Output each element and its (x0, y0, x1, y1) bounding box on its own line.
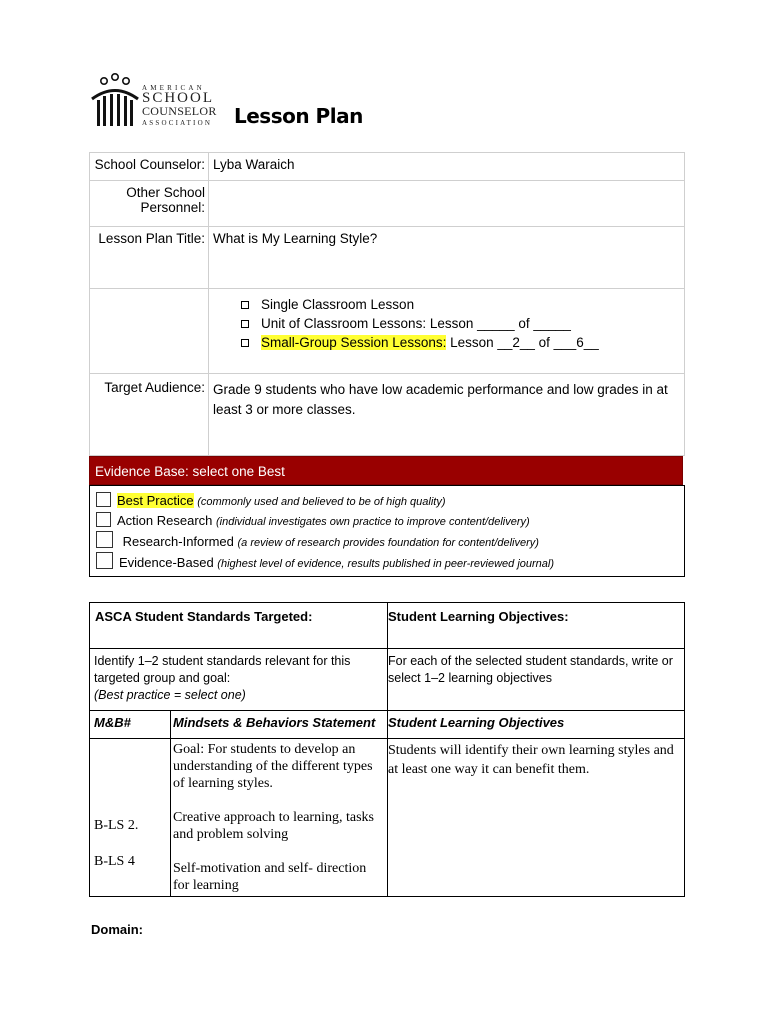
page-title: Lesson Plan (234, 104, 363, 128)
evidence-option-research-informed[interactable] (96, 531, 539, 549)
learning-objectives-header: Student Learning Objectives: (388, 603, 685, 649)
evidence-note: (highest level of evidence, results published in peer-reviewed journal) (217, 558, 555, 570)
statement-self-motivation: Self-motivation and self- direction for learning (173, 861, 367, 893)
standards-content-row (90, 739, 685, 897)
lesson-title-label: Lesson Plan Title: (90, 227, 209, 289)
option-unit-classroom[interactable]: Unit of Classroom Lessons: Lesson _____ of _____ (241, 314, 680, 333)
learning-objective-cell[interactable]: Students will identify their own learning styles and at least one way it can benefit them. (388, 739, 685, 897)
lesson-info-table (89, 152, 685, 456)
lesson-title-value[interactable]: What is My Learning Style? (209, 227, 685, 289)
evidence-base-options (89, 485, 685, 577)
mb-number-header: M&B# (90, 711, 171, 739)
audience-label: Target Audience: (90, 374, 209, 456)
counselor-value[interactable]: Lyba Waraich (209, 153, 685, 181)
personnel-value[interactable] (209, 181, 685, 227)
checkbox-icon[interactable] (96, 512, 111, 527)
counselor-row (90, 153, 685, 181)
evidence-label: Best Practice (117, 493, 194, 508)
statement-creative: Creative approach to learning, tasks and problem solving (173, 810, 374, 842)
lesson-title-row (90, 227, 685, 289)
standards-table (89, 602, 685, 897)
evidence-label: Research-Informed (119, 534, 234, 549)
checkbox-icon[interactable] (96, 492, 111, 507)
evidence-option-evidence-based[interactable] (96, 552, 554, 570)
mb-codes-cell (90, 739, 171, 897)
objectives-instruction: For each of the selected student standards, write or select 1–2 learning objectives (388, 649, 685, 711)
asca-logo (90, 72, 228, 130)
standards-instruction-row (90, 649, 685, 711)
standards-instruction (90, 649, 388, 711)
personnel-row (90, 181, 685, 227)
logo-text-school: SCHOOL (142, 90, 215, 106)
domain-label: Domain: (91, 922, 143, 937)
statement-goal: Goal: For students to develop an understanding of the different types of learning styles. (173, 742, 373, 791)
logo-pillars-icon (90, 72, 140, 130)
personnel-label: Other School Personnel: (90, 181, 209, 227)
evidence-label: Evidence-Based (119, 555, 214, 570)
option-single-classroom[interactable]: Single Classroom Lesson (241, 295, 680, 314)
lesson-type-row (90, 289, 685, 374)
small-group-highlight: Small-Group Session Lessons: (261, 335, 447, 350)
best-practice-note: (Best practice = select one) (94, 688, 246, 702)
mb-code: B-LS 4 (94, 854, 135, 869)
small-group-lesson-count: Lesson __2__ of ___6__ (446, 335, 599, 350)
evidence-note: (commonly used and believed to be of high quality) (197, 496, 446, 508)
standards-instruction-text: Identify 1–2 student standards relevant for this targeted group and goal: (94, 654, 351, 685)
evidence-base-header: Evidence Base: select one Best (89, 456, 683, 485)
objectives-subheader: Student Learning Objectives (388, 711, 685, 739)
counselor-label: School Counselor: (90, 153, 209, 181)
audience-row (90, 374, 685, 456)
audience-value[interactable]: Grade 9 students who have low academic performance and low grades in at least 3 or more classes. (209, 374, 685, 456)
lesson-type-label (90, 289, 209, 374)
mb-code: B-LS 2. (94, 818, 139, 833)
standards-targeted-header: ASCA Student Standards Targeted: (90, 603, 388, 649)
evidence-label: Action Research (117, 513, 213, 528)
mindsets-statement-header: Mindsets & Behaviors Statement (171, 711, 388, 739)
standards-header-row (90, 603, 685, 649)
evidence-note: (a review of research provides foundation for content/delivery) (237, 537, 539, 549)
option-small-group[interactable] (241, 333, 680, 352)
lesson-type-options (209, 289, 685, 374)
evidence-option-action-research[interactable] (96, 512, 530, 528)
standards-subheader-row (90, 711, 685, 739)
checkbox-icon[interactable] (96, 531, 113, 548)
evidence-option-best-practice[interactable] (96, 492, 445, 508)
mindsets-statements-cell (171, 739, 388, 897)
evidence-note: (individual investigates own practice to improve content/delivery) (216, 516, 530, 528)
logo-text-association: ASSOCIATION (142, 119, 213, 127)
logo-text-counselor: COUNSELOR (142, 104, 217, 118)
checkbox-icon[interactable] (96, 552, 113, 569)
logo-text-american: AMERICAN (142, 84, 205, 92)
